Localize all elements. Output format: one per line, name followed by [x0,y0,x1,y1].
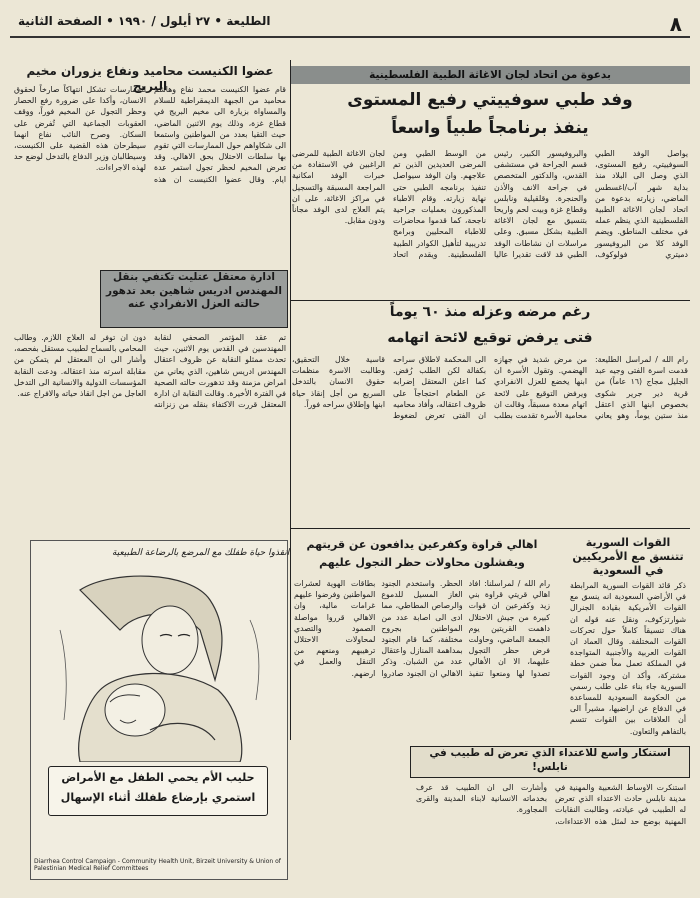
box-headline: القوات السورية تتنسق مع الأمريكيين في السعودية [572,536,684,577]
mother-face [142,606,198,674]
box-headline: ادارة معتقل عتليت تكتفي بنقل المهندس ادريس شاهين بعد تدهور حالته العزل الانفرادي عنه [100,270,288,328]
article-body: يواصل الوفد الطبي السوفييتي، رفيع المستوى، الذي وصل الى البلاد منذ بداية شهر آب/اغسطس الماضي، زيارته بدعوة من اتحاد لجان الاغاثة الطبية الفلسطينية الذي ينظم عمله في مختلف المناطق. ويضم الوفد كلا من البروفيسور دميتري فولوكوف، والبروفيسور الكبير، رئيس قسم الجراحة في مستشفى القدس، والدكتور المتخصص في جراحة الانف والأذن والحنجرة. وقلقيلية ونابلس وقطاع غزة وبيت لحم واريحا بتنسيق مع لجان الاغاثة الطبية بشكل مسبق. وعلى مراسلات ان نشاطات الوفد الطبي قد لاقت تقديرا عاليا من الوسط الطبي ومن المرضى العديدين الذين تم علاجهم. وان الوفد سيواصل تنفيذ برنامجه الطبي حتى نهاية زيارته. وقام الاطباء المذكورون بعمليات جراحية ناجحة، كما قدموا محاضرات للاطباء المحليين وبرامج تدريبية لتأهيل الكوادر الطبية الفلسطينية. ويقدم اتحاد لجان الاغاثة الطبية للمرضى الراغبين في الاستفادة من خبرات الوفد امكانية المراجعة المسبقة والتسجيل في مراكز الاغاثة، على ان يتم العلاج لدى الوفد مجاناً ودون مقابل. [292,149,688,259]
article-subheadline: فتى يرفض توقيع لائحة اتهامه [387,330,593,346]
article-headline: اهالي قراوة وكفرعين يدافعون عن قريتهم [306,538,538,551]
ad-signature: انقذوا حياة طفلك مع المرضع بالرضاعة الطبيعية [112,548,290,558]
article-headline: عضوا الكنيست محاميد ونفاع يزوران مخيم البريج [26,64,274,93]
article-body: قام عضوا الكنيست محمد نفاع وهاشم محاميد من الجبهة الديمقراطية للسلام والمساواة بزيارة الى مخيم البريج في قطاع غزة، وذلك يوم الاثنين الماضي، حيث التقيا بعدد من المواطنين واستمعا الى شكاواهم حول الممارسات التي تقوم بها سلطات الاحتلال بحق الاهالي. وقد تعرض المخيم لحظر تجول استمر عدة ايام. وقال عضوا الكنيست ان هذه الممارسات تشكل انتهاكاً صارخاً لحقوق الانسان، وأكدا على ضرورة رفع الحصار وحظر التجول عن المخيم فوراً، ووقف العقوبات الجماعية التي تُفرض على السكان. وصرح النائب نفاع انهما سيطرحان هذه القضية على الكنيست، وسيطالبان وزير الدفاع بالتدخل لوضع حد لهذه الاجراءات. [14,85,286,184]
ad-credit: Diarrhea Control Campaign - Community Health Unit, Birzeit University & Union of Palestinian Medical Relief Committees [34,858,281,872]
box-body: تم عقد المؤتمر الصحفي لنقابة المهندسين في القدس يوم الاثنين، حيث تحدث ممثلو النقابة عن ظروف اعتقال المهندس ادريس شاهين، الذي يعاني من امراض مزمنة وقد تدهورت حالته الصحية في الفترة الأخيرة. وقالت النقابة ان ادارة المعتقل قررت الاكتفاء بنقله من زنزانته دون ان توفر له العلاج اللازم. وطالب المحامي بالسماح لطبيب مستقل بفحصه، وأشار الى ان المعتقل لم يتمكن من مقابلة اسرته منذ اعتقاله. ودعت النقابة المؤسسات الدولية والانسانية الى التدخل العاجل من اجل انقاذ حياته والافراج عنه. [14,333,286,410]
page-number: ٨ [669,12,682,36]
article-headline: رغم مرضه وعزله منذ ٦٠ يوماً [389,304,591,320]
article-kicker-band: بدعوة من اتحاد لجان الاغاثة الطبية الفلسطينية [290,66,690,84]
ad-caption-line1: حليب الأم يحمي الطفل مع الأمراض [61,771,255,784]
article-headline: وفد طبي سوفييتي رفيع المستوى [347,90,633,110]
box-headline: استنكار واسع للاعتداء الذي تعرض له طبيب في نابلس! [410,746,690,778]
divider [290,528,690,529]
column-divider [290,60,291,740]
divider [290,300,690,301]
box-body: استنكرت الاوساط الشعبية والمهنية في مدينة نابلس حادث الاعتداء الذي تعرض له الطبيب في عيادته، وطالبت النقابات المهنية بوضع حد لمثل هذه الاعتداءات، وأشارت الى ان الطبيب قد عرف بخدماته الانسانية لابناء المدينة والقرى المجاورة. [416,783,686,826]
page-header [10,10,690,38]
dateline: الطليعة • ٢٧ أيلول / ١٩٩٠ • الصفحة الثانية [18,14,271,28]
ad-caption [48,766,268,816]
article-subheadline: ويفشلون محاولات حظر التجول عليهم [319,556,525,569]
baby-head [105,684,165,736]
article-subheadline: ينفذ برنامجاً طبياً واسعاً [391,118,589,138]
mother-child-illustration [40,570,276,762]
ad-caption-line2: استمري بإرضاع طفلك أثناء الإسهال [60,791,256,804]
box-body: ذكر قائد القوات السورية المرابطة في الأراضي السعودية انه ينسق مع القوات الأمريكية بقيادة الجنرال شوارتزكوف، ونقل عنه قوله ان هناك تنسيقاً كاملاً حول تحركات القوات المختلفة. وقال العماد ان القوات العربية والأجنبية المتواجدة في المملكة تعمل معاً ضمن خطة مشتركة، وأكد ان وجود القوات السورية جاء بناء على طلب رسمي من الحكومة السعودية للمساعدة في الدفاع عن اراضيها، مشيراً الى أن العلاقات بين القوات تتسم بالتفاهم والتعاون. [570,581,686,736]
article-body: رام الله / لمراسل الطليعة: قدمت اسرة الفتى وجيه عبد الجليل مجاج (١٦ عاماً) من قرية دير جرير شكوى بخصوص ابنها الذي اعتقل منذ ستين يوماً، وهو يعاني من مرض شديد في جهازه الهضمي. وتقول الأسرة ان ابنها يخضع للعزل الانفرادي ويرفض التوقيع على لائحة اتهام معدة مسبقاً، وقالت ان محامية الأسرة تقدمت بطلب الى المحكمة لاطلاق سراحه بكفالة لكن الطلب رُفض. كما اعلن المعتقل إضرابه عن الطعام احتجاجاً على ظروف اعتقاله، وأفاد محاميه ان الفتى تعرض لضغوط قاسية خلال التحقيق، وطالبت الاسرة منظمات حقوق الانسان بالتدخل السريع من أجل إنقاذ حياة ابنها وإطلاق سراحه فوراً. [292,355,688,421]
article-body: رام الله / لمراسلنا: افاد اهالي قريتي قراوة بني زيد وكفرعين ان قوات كبيرة من جيش الاحتلال داهمت القريتين يوم الجمعة الماضي، وحاولت فرض حظر التجول عليهما، الا ان الأهالي تصدوا لها ومنعوا تنفيذ الحظر. واستخدم الجنود الغاز المسيل للدموع والرصاص المطاطي، مما ادى الى اصابة عدد من المواطنين بجروح مختلفة، كما قام الجنود بمداهمة المنازل واعتقال عدد من الشبان. وذكر الاهالي ان الجنود صادروا بطاقات الهوية لعشرات المواطنين وفرضوا عليهم غرامات مالية، وان الاهالي قرروا مواصلة الصمود والتصدي لمحاولات الاحتلال ترهيبهم ومنعهم من التنقل والعمل في ارضهم. [294,579,550,678]
